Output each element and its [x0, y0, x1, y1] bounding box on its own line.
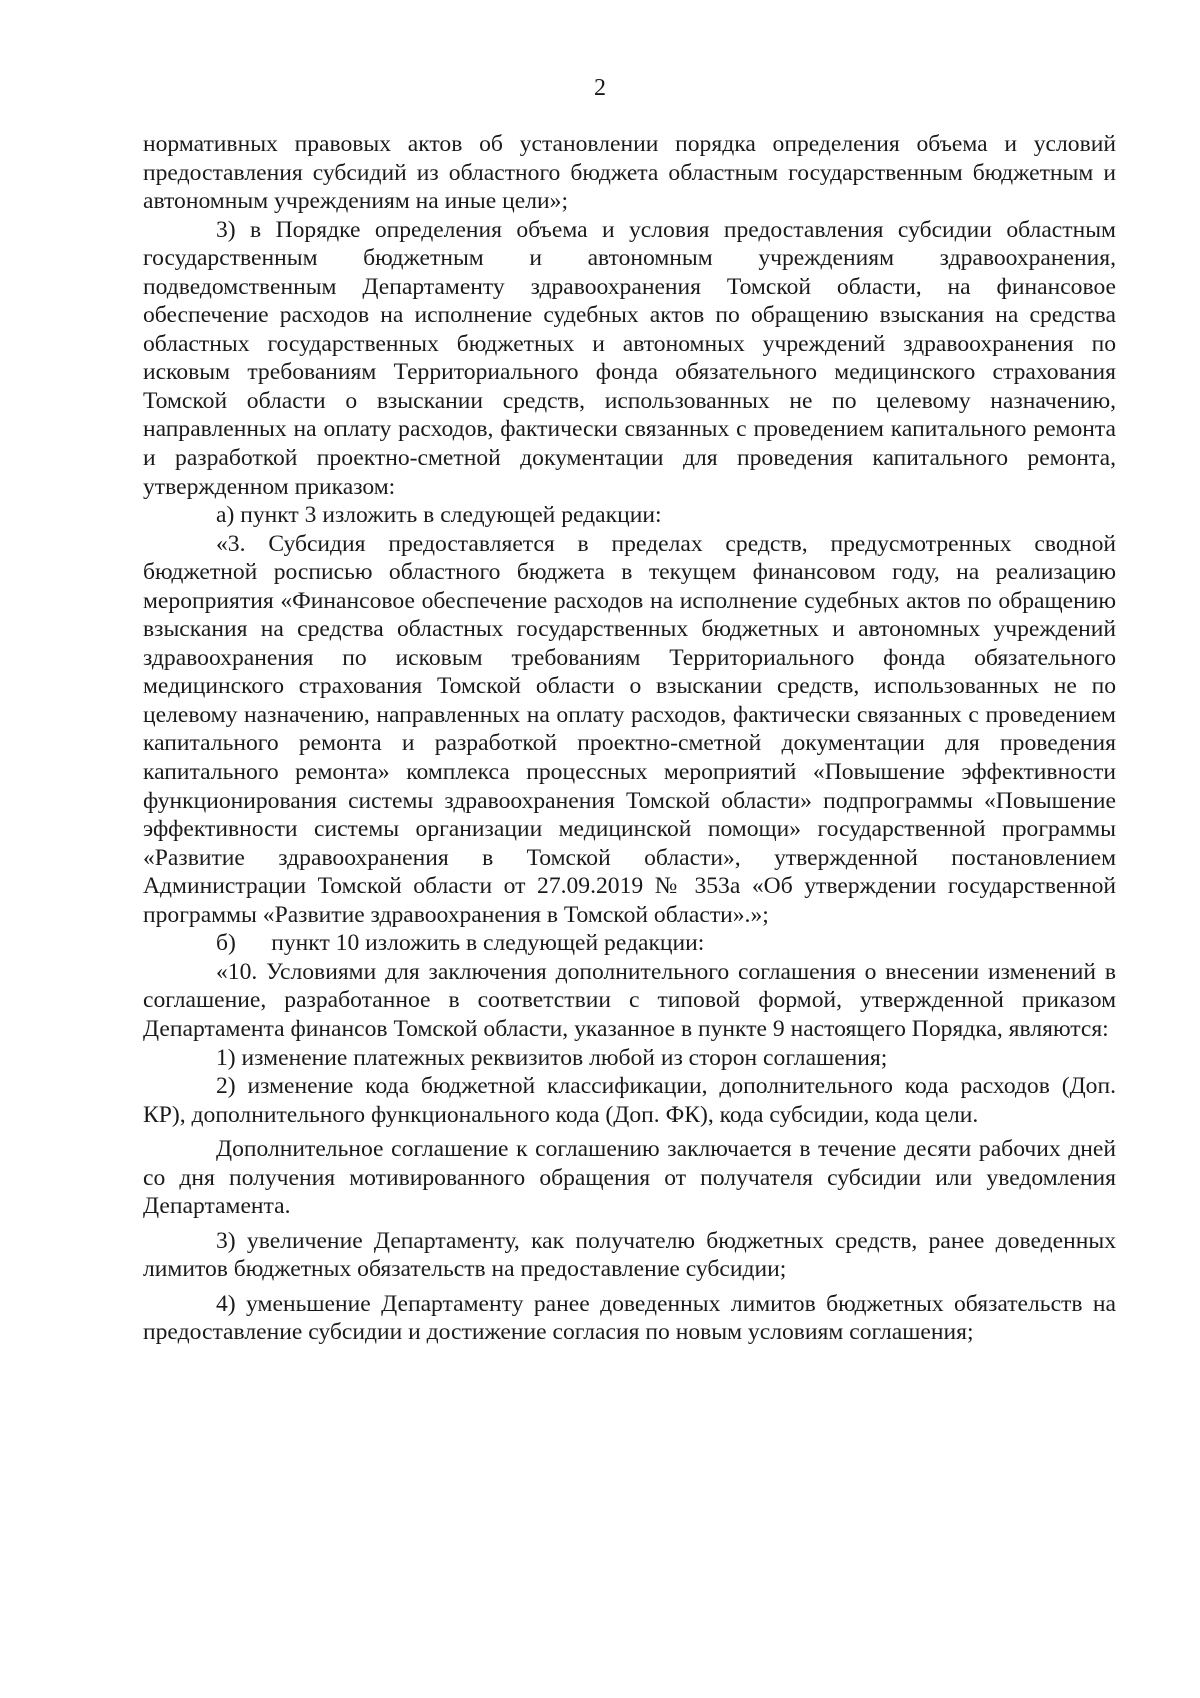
paragraph-continuation: нормативных правовых актов об установлении порядка определения объема и условий предоставления субсидий из областного бюджета областным государственным бюджетным и автономным учреждениям на иные цели»; [143, 131, 1116, 215]
page-number: 2 [594, 75, 606, 101]
paragraph-quoted-point-10: «10. Условиями для заключения дополнительного соглашения о внесении изменений в соглашение, разработанное в соответствии с типовой формой, утвержденной приказом Департамента финансов Томской области, указанное в пункте 9 настоящего Порядка, являются: [143, 958, 1116, 1042]
paragraph-condition-3: 3) увеличение Департаменту, как получателю бюджетных средств, ранее доведенных лимитов бюджетных обязательств на предоставление субсидии; [143, 1227, 1116, 1283]
paragraph-subitem-b: б) пункт 10 изложить в следующей редакции: [216, 930, 705, 957]
paragraph-item-3: 3) в Порядке определения объема и условия предоставления субсидии областным государственным бюджетным и автономным учреждениям здравоохранения, подведомственным Департаменту здравоохранения Томской области, на финансовое обеспечение расходов на исполнение судебных актов по обращению взыскания на средства областных государственных бюджетных и автономных учреждений здравоохранения по исковым требованиям Территориального фонда обязательного медицинского страхования Томской области о взыскании средств, использованных не по целевому назначению, направленных на оплату расходов, фактически связанных с проведением капитального ремонта и разработкой проектно-сметной документации для проведения капитального ремонта, утвержденном приказом: [143, 216, 1116, 500]
document-body [143, 130, 1116, 1347]
paragraph-additional-agreement: Дополнительное соглашение к соглашению заключается в течение десяти рабочих дней со дня получения мотивированного обращения от получателя субсидии или уведомления Департамента. [143, 1136, 1116, 1220]
paragraph-condition-1: 1) изменение платежных реквизитов любой из сторон соглашения; [216, 1044, 888, 1071]
paragraph-quoted-point-3: «3. Субсидия предоставляется в пределах средств, предусмотренных сводной бюджетной росписью областного бюджета в текущем финансовом году, на реализацию мероприятия «Финансовое обеспечение расходов на исполнение судебных актов по обращению взыскания на средства областных государственных бюджетных и автономных учреждений здравоохранения по исковым требованиям Территориального фонда обязательного медицинского страхования Томской области о взыскании средств, использованных не по целевому назначению, направленных на оплату расходов, фактически связанных с проведением капитального ремонта и разработкой проектно-сметной документации для проведения капитального ремонта» комплекса процессных мероприятий «Повышение эффективности функционирования системы здравоохранения Томской области» подпрограммы «Повышение эффективности системы организации медицинской помощи» государственной программы «Развитие здравоохранения в Томской области», утвержденной постановлением Администрации Томской области от 27.09.2019 № 353а «Об утверждении государственной программы «Развитие здравоохранения в Томской области».»; [143, 530, 1116, 928]
paragraph-subitem-a: а) пункт 3 изложить в следующей редакции: [216, 502, 662, 529]
paragraph-condition-2: 2) изменение кода бюджетной классификации, дополнительного кода расходов (Доп. КР), дополнительного функционального кода (Доп. ФК), кода субсидии, кода цели. [143, 1073, 1116, 1128]
paragraph-condition-4: 4) уменьшение Департаменту ранее доведенных лимитов бюджетных обязательств на предоставление субсидии и достижение согласия по новым условиям соглашения; [143, 1290, 1116, 1346]
